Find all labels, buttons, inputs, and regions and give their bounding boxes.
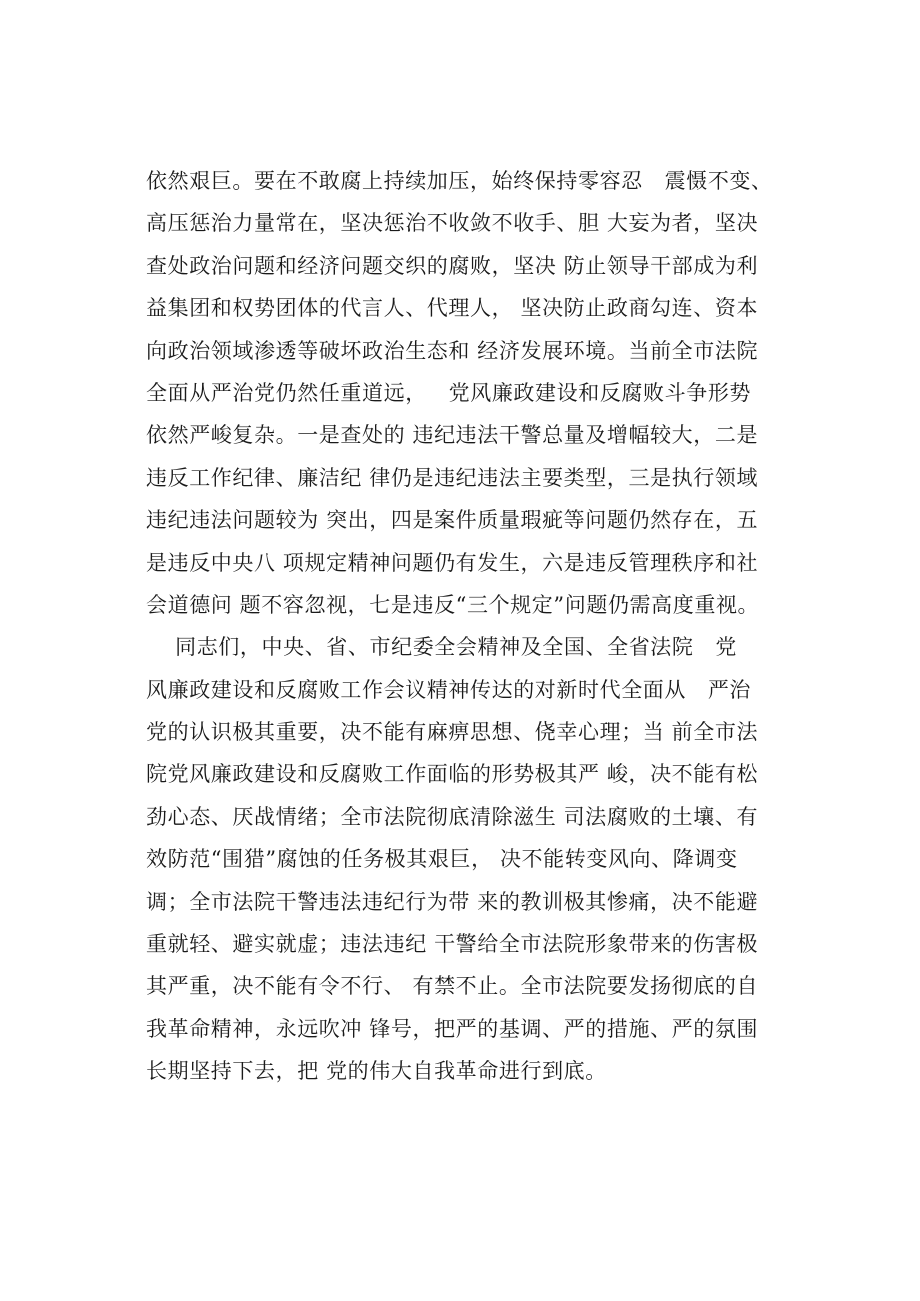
text-line: 其严重，决不能有令不行、 有禁不止。全市法院要发扬彻底的自 xyxy=(146,974,759,999)
text-line: 违纪违法问题较为 突出，四是案件质量瑕疵等问题仍然存在，五 xyxy=(146,508,759,533)
text-line: 高压惩治力量常在，坚决惩治不收敛不收手、胆 大妄为者，坚决 xyxy=(146,211,759,236)
text-line: 党的认识极其重要，决不能有麻痹思想、侥幸心理；当 前全市法 xyxy=(146,720,759,745)
text-line: 长期坚持下去，把 党的伟大自我革命进行到底。 xyxy=(146,1059,607,1084)
text-line: 益集团和权势团体的代言人、代理人， 坚决防止政商勾连、资本 xyxy=(146,296,759,321)
text-line: 院党风廉政建设和反腐败工作面临的形势极其严 峻，决不能有松 xyxy=(146,762,759,787)
text-line: 依然艰巨。要在不敢腐上持续加压，始终保持零容忍 震慑不变、 xyxy=(146,169,773,193)
text-line: 重就轻、避实就虚；违法违纪 干警给全市法院形象带来的伤害极 xyxy=(146,932,759,957)
text-line: 调；全市法院干警违法违纪行为带 来的教训极其惨痛，决不能避 xyxy=(146,889,759,914)
text-line: 同志们，中央、省、市纪委全会精神及全国、全省法院 党 xyxy=(146,635,737,660)
text-line: 会道德问 题不容忽视，七是违反“三个规定”问题仍需高度重视。 xyxy=(146,592,760,617)
text-line: 向政治领域渗透等破坏政治生态和 经济发展环境。当前全市法院 xyxy=(146,338,759,363)
text-line: 效防范“围猎”腐蚀的任务极其艰巨， 决不能转变风向、降调变 xyxy=(146,847,738,872)
text-line: 劲心态、厌战情绪；全市法院彻底清除滋生 司法腐败的土壤、有 xyxy=(146,804,759,829)
text-line: 风廉政建设和反腐败工作会议精神传达的对新时代全面从 严治 xyxy=(146,677,752,702)
text-line: 是违反中央八 项规定精神问题仍有发生，六是违反管理秩序和社 xyxy=(146,550,759,575)
text-line: 依然严峻复杂。一是查处的 违纪违法干警总量及增幅较大，二是 xyxy=(146,423,759,448)
text-line: 我革命精神，永远吹冲 锋号，把严的基调、严的措施、严的氛围 xyxy=(146,1016,759,1041)
body-text xyxy=(146,160,806,1093)
text-line: 违反工作纪律、廉洁纪 律仍是违纪违法主要类型，三是执行领域 xyxy=(146,465,759,490)
text-line: 查处政治问题和经济问题交织的腐败，坚决 防止领导干部成为利 xyxy=(146,253,759,278)
text-line: 全面从严治党仍然任重道远， 党风廉政建设和反腐败斗争形势 xyxy=(146,380,752,405)
